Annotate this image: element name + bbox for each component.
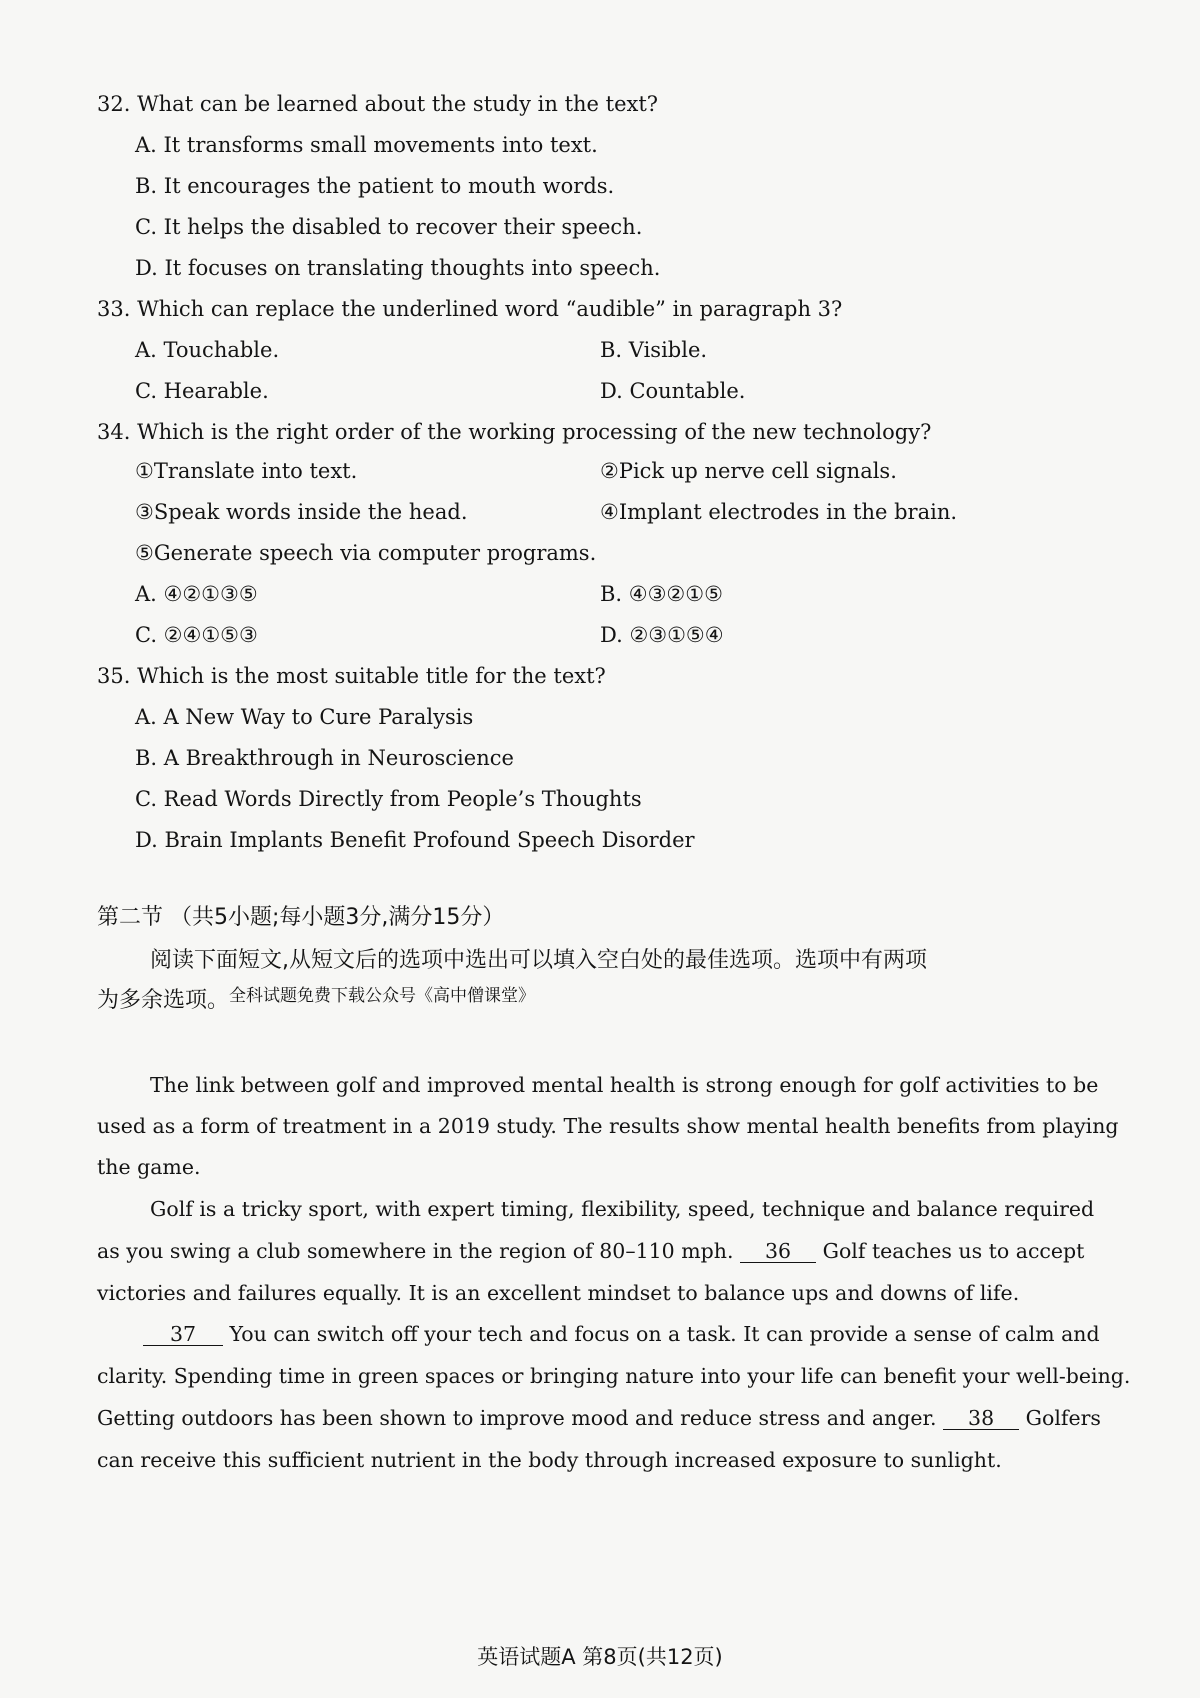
question-35-stem: 35. Which is the most suitable title for the text? (97, 664, 606, 688)
question-33-stem: 33. Which can replace the underlined word “audible” in paragraph 3? (97, 297, 843, 321)
q33-option-b: B. Visible. (600, 338, 708, 362)
blank-38: 38 (943, 1407, 1019, 1430)
q34-option-d: D. ②③①⑤④ (600, 623, 724, 647)
q35-option-d: D. Brain Implants Benefit Profound Speech Disorder (135, 828, 695, 852)
q32-option-b: B. It encourages the patient to mouth words. (135, 174, 615, 198)
q33-option-a: A. Touchable. (135, 338, 280, 362)
passage-p3-line-2: clarity. Spending time in green spaces or bringing nature into your life can benefit your well-being. (97, 1364, 1131, 1388)
question-34-stem: 34. Which is the right order of the working processing of the new technology? (97, 420, 932, 444)
q34-step-2: ②Pick up nerve cell signals. (600, 459, 897, 483)
passage-p2-line-2-end: Golf teaches us to accept (822, 1239, 1085, 1263)
section-2-instruction-line-1: 阅读下面短文,从短文后的选项中选出可以填入空白处的最佳选项。选项中有两项 (150, 948, 927, 973)
q32-option-a: A. It transforms small movements into text. (135, 133, 598, 157)
q34-step-4: ④Implant electrodes in the brain. (600, 500, 958, 524)
question-32-stem: 32. What can be learned about the study in the text? (97, 92, 659, 116)
passage-p3-line-3-start: Getting outdoors has been shown to improve mood and reduce stress and anger. (97, 1406, 937, 1430)
q34-step-3: ③Speak words inside the head. (135, 500, 468, 524)
blank-36: 36 (740, 1240, 816, 1263)
passage-p2-line-1: Golf is a tricky sport, with expert timing, flexibility, speed, technique and balance required (150, 1197, 1095, 1221)
section-2-instruction-end: 为多余选项。 (97, 988, 230, 1013)
passage-p3-line-4: can receive this sufficient nutrient in the body through increased exposure to sunlight. (97, 1448, 1002, 1472)
passage-p1-line-2: used as a form of treatment in a 2019 study. The results show mental health benefits from playing (97, 1114, 1119, 1138)
watermark-text: 全科试题免费下载公众号《高中僧课堂》 (229, 986, 536, 1006)
q34-option-a: A. ④②①③⑤ (135, 582, 258, 606)
passage-p1-line-1: The link between golf and improved mental health is strong enough for golf activities to be (150, 1073, 1099, 1097)
blank-37: 37 (143, 1323, 223, 1346)
passage-p2-line-3: victories and failures equally. It is an excellent mindset to balance ups and downs of life. (97, 1281, 1020, 1305)
q35-option-a: A. A New Way to Cure Paralysis (135, 705, 474, 729)
page-footer: 英语试题A 第8页(共12页) (477, 1645, 723, 1669)
passage-p3-line-1 (143, 1321, 1100, 1347)
q34-option-b: B. ④③②①⑤ (600, 582, 723, 606)
q32-option-d: D. It focuses on translating thoughts into speech. (135, 256, 661, 280)
section-2-heading: 第二节 （共5小题;每小题3分,满分15分） (97, 905, 505, 930)
passage-p3-line-1-text: You can switch off your tech and focus on a task. It can provide a sense of calm and (229, 1322, 1100, 1346)
q35-option-c: C. Read Words Directly from People’s Thoughts (135, 787, 642, 811)
passage-p2-line-2-start: as you swing a club somewhere in the region of 80–110 mph. (97, 1239, 734, 1263)
q34-step-5: ⑤Generate speech via computer programs. (135, 541, 597, 565)
section-2-instruction-line-2 (97, 987, 535, 1015)
passage-p3-line-3 (97, 1405, 1101, 1431)
q35-option-b: B. A Breakthrough in Neuroscience (135, 746, 514, 770)
passage-p2-line-2 (97, 1238, 1084, 1264)
q32-option-c: C. It helps the disabled to recover their speech. (135, 215, 643, 239)
q33-option-d: D. Countable. (600, 379, 746, 403)
q34-step-1: ①Translate into text. (135, 459, 358, 483)
q34-option-c: C. ②④①⑤③ (135, 623, 258, 647)
q33-option-c: C. Hearable. (135, 379, 269, 403)
passage-p3-line-3-end: Golfers (1025, 1406, 1101, 1430)
passage-p1-line-3: the game. (97, 1155, 201, 1179)
